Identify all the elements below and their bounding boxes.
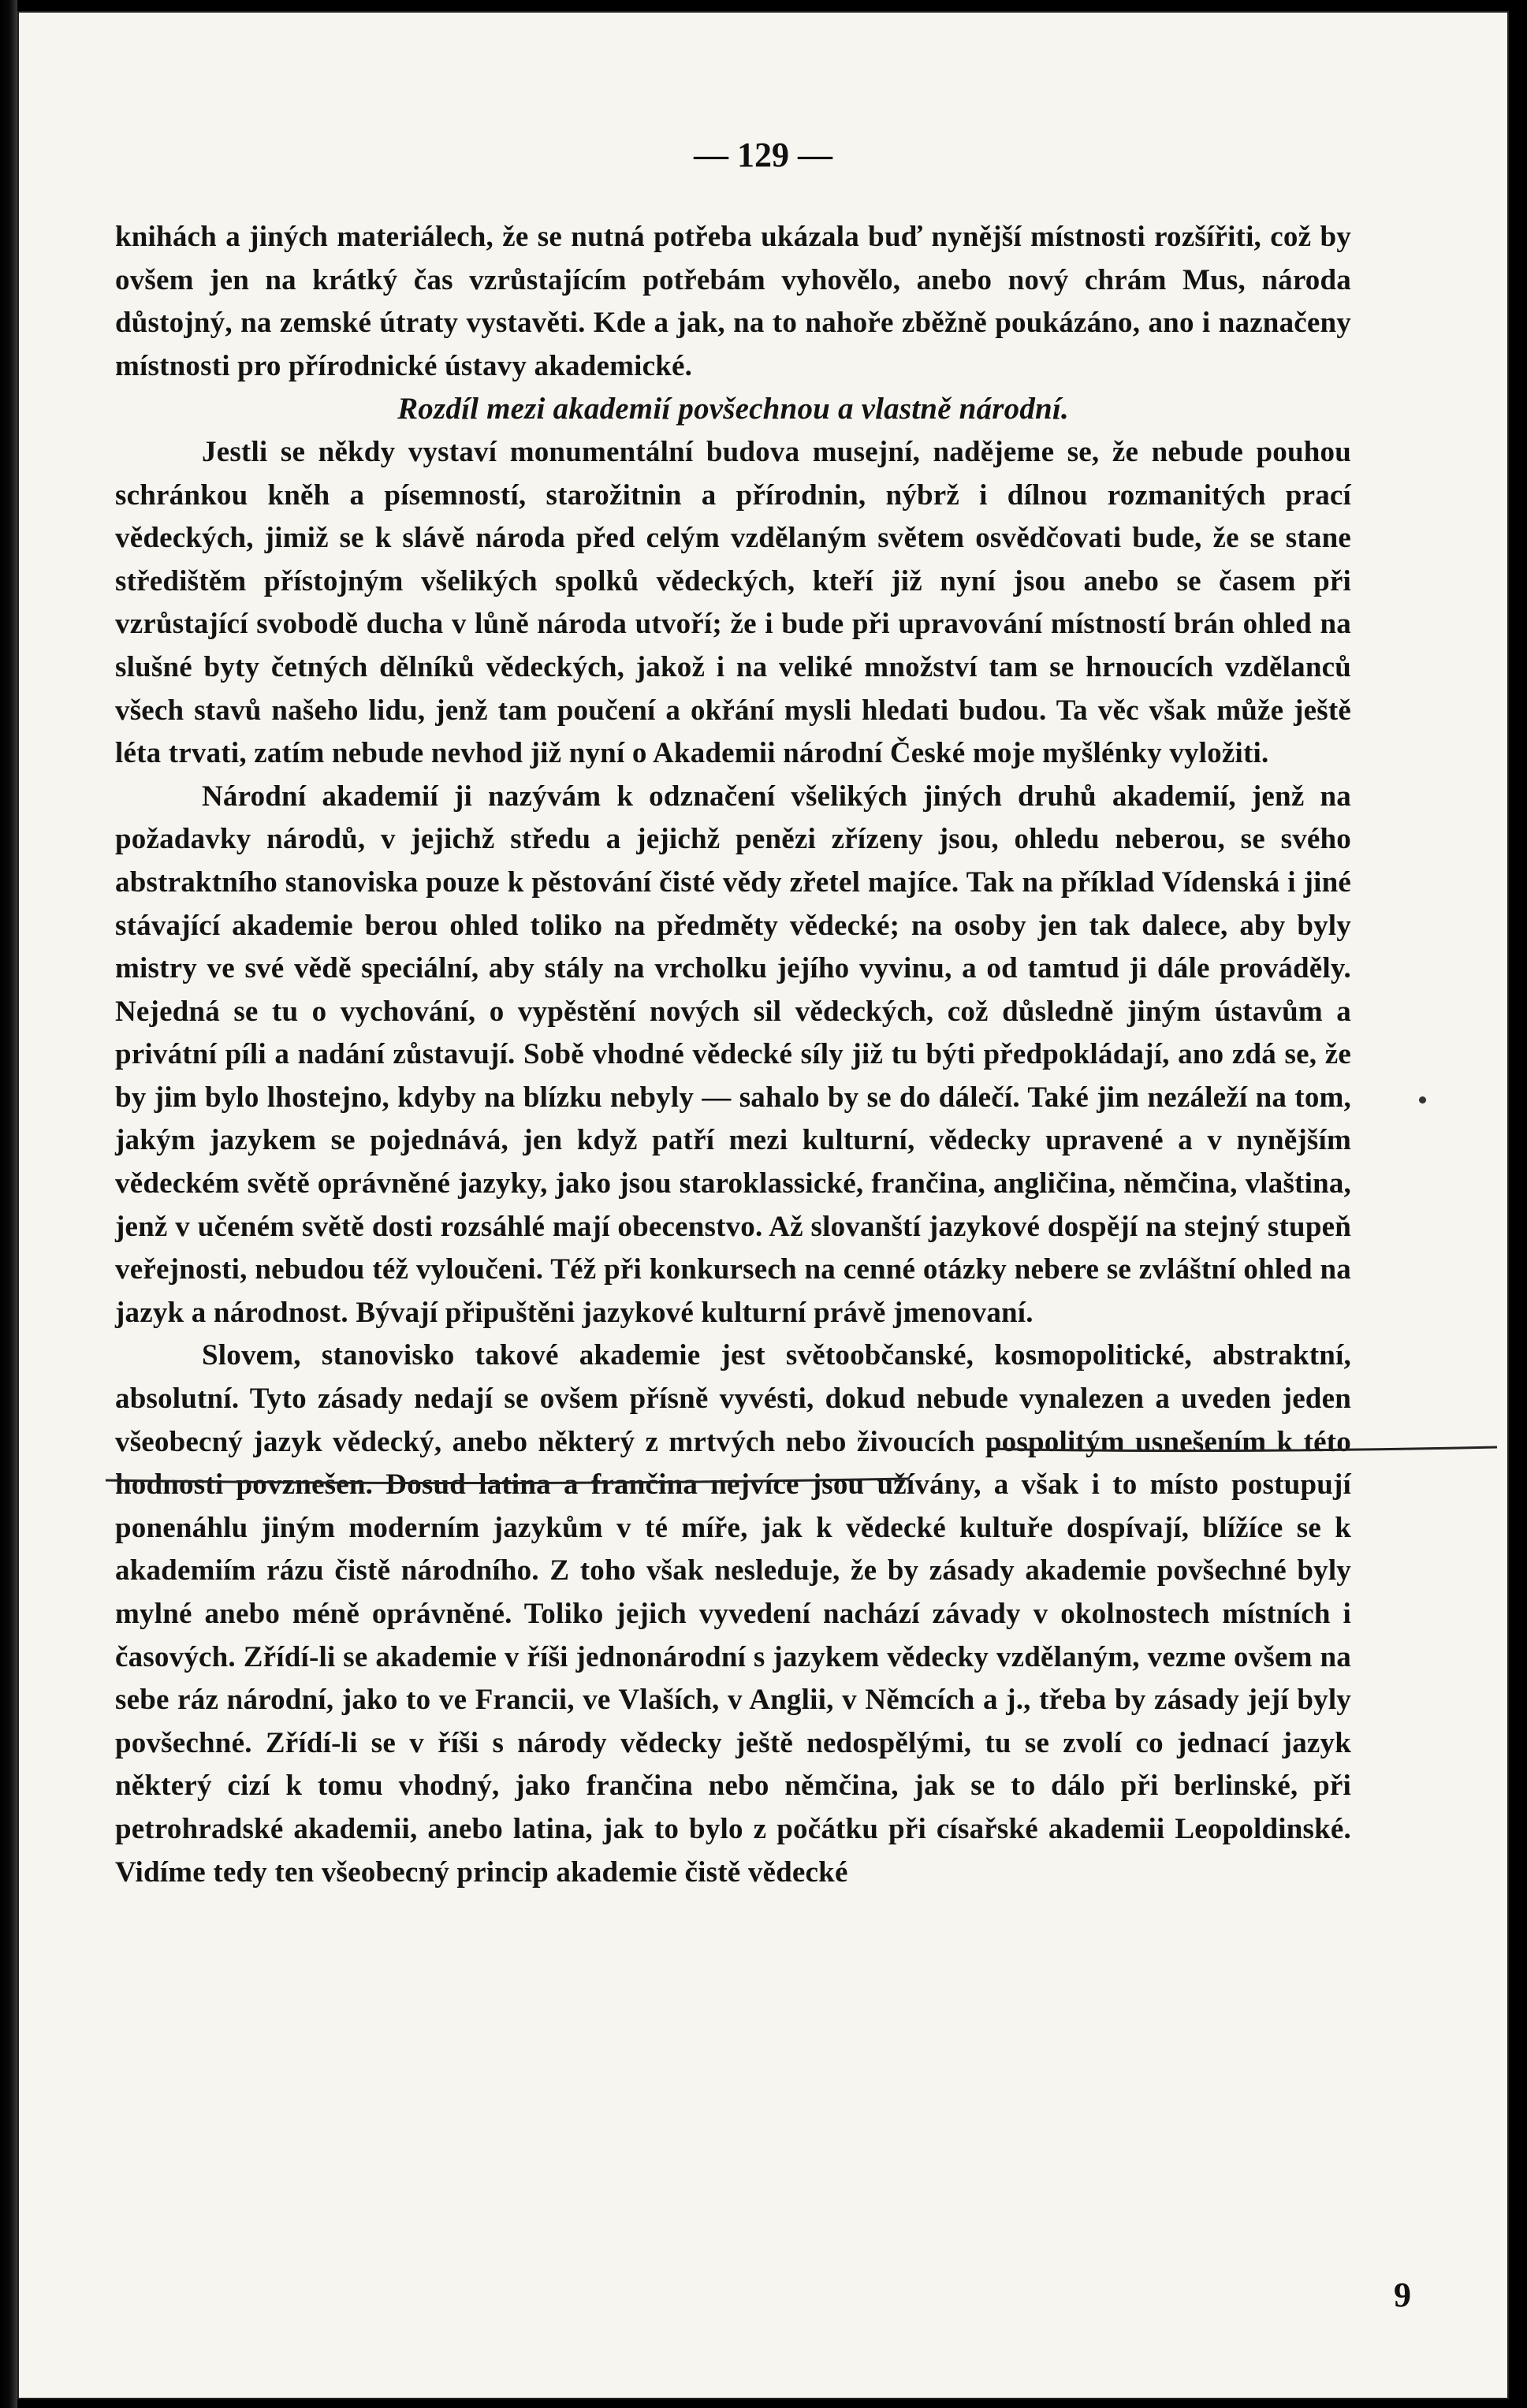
page-body — [115, 216, 1351, 1894]
pencil-underline-mark — [98, 1424, 1501, 1487]
paragraph: Jestli se někdy vystaví monumentální budova musejní, nadějeme se, že nebude pouhou schránkou kněh a písemností, starožitnin a přírodnin, nýbrž i dílnou rozmanitých prací vědeckých, jimiž se k slávě národa před celým vzdělaným světem osvědčovati bude, že se stane středištěm přístojným všelikých spolků vědeckých, kteří již nyní jsou anebo se časem při vzrůstající svobodě ducha v lůně národa utvoří; že i bude při upravování místností brán ohled na slušné byty četných dělníků vědeckých, jakož i na veliké množství tam se hrnoucích vzdělanců všech stavů našeho lidu, jenž tam poučení a okřání mysli hledati budou. Ta věc však může ještě léta trvati, zatím nebude nevhod již nyní o Akademii národní České moje myšlénky vyložiti. — [115, 435, 1351, 770]
ink-dot — [1419, 1096, 1426, 1104]
book-page — [17, 11, 1509, 2399]
scan-left-edge — [0, 0, 17, 2408]
paragraph-continuation: knihách a jiných materiálech, že se nutná potřeba ukázala buď nynější místnosti rozšířiti, což by ovšem jen na krátký čas vzrůstajícím potřebám vyhovělo, anebo nový chrám Mus, národa důstojný, na zemské útraty vystavěti. Kde a jak, na to nahoře zběžně poukázáno, ano i naznačeny místnosti pro přírodnické ústavy akademické. — [115, 221, 1351, 382]
paragraph: Slovem, stanovisko takové akademie jest světoobčanské, kosmopolitické, abstraktní, absolutní. Tyto zásady nedají se ovšem přísně vyvésti, dokud nebude vynalezen a uveden jeden všeobecný jazyk vědecký, anebo některý z mrtvých nebo živoucích pospolitým usnešením k této hodnosti povznešen. Dosud latina a frančina nejvíce jsou užívány, a však i to místo postupují ponenáhlu jiným moderním jazykům v té míře, jak k vědecké kultuře dospívají, blížíce se k akademiím rázu čistě národního. Z toho však nesleduje, že by zásady akademie povšechné byly mylné anebo méně oprávněné. Toliko jejich vyvedení nachází závady v okolnostech místních i časových. Zřídí-li se akademie v říši jednonárodní s jazykem vědecky vzdělaným, vezme ovšem na sebe ráz národní, jako to ve Francii, ve Vlaších, v Anglii, v Němcích a j., třeba by zásady její byly povšechné. Zřídí-li se v říši s národy vědecky ještě nedospělými, tu se zvolí co jednací jazyk některý cizí k tomu vhodný, jako frančina nebo němčina, jak se to dálo při berlinské, při petrohradské akademii, anebo latina, jak to bylo z počátku při císařské akademii Leopoldinské. Vidíme tedy ten všeobecný princip akademie čistě vědecké — [115, 1339, 1351, 1889]
section-heading: Rozdíl mezi akademií povšechnou a vlastně národní. — [397, 392, 1069, 426]
paragraph: Národní akademií ji nazývám k odznačení všelikých jiných druhů akademií, jenž na požadavky národů, v jejichž středu a jejichž penězi zřízeny jsou, ohledu neberou, se svého abstraktního stanoviska pouze k pěstování čisté vědy zřetel majíce. Tak na příklad Vídenská i jiné stávající akademie berou ohled toliko na předměty vědecké; na osoby jen tak dalece, aby byly mistry ve své vědě speciální, aby stály na vrcholku jejího vyvinu, a od tamtud ji dále prováděly. Nejedná se tu o vychování, o vypěstění nových sil vědeckých, což důsledně jiným ústavům a privátní píli a nadání zůstavují. Sobě vhodné vědecké síly již tu býti předpokládají, ano zdá se, že by jim bylo lhostejno, kdyby na blízku nebyly — sahalo by se do dálečí. Také jim nezáleží na tom, jakým jazykem se pojednává, jen když patří mezi kulturní, vědecky upravené a v nynějším vědeckém světě oprávněné jazyky, jako jsou staroklassické, frančina, angličina, němčina, vlaština, jenž v učeném světě dosti rozsáhlé mají obecenstvo. Až slovanští jazykové dospějí na stejný stupeň veřejnosti, nebudou též vyloučeni. Též při konkursech na cenné otázky nebere se zvláštní ohled na jazyk a národnost. Bývají připuštěni jazykové kulturní právě jmenovaní. — [115, 780, 1351, 1329]
signature-mark: 9 — [1394, 2276, 1411, 2314]
page-number: — 129 — — [694, 136, 832, 174]
scan-right-edge — [1509, 0, 1527, 2408]
